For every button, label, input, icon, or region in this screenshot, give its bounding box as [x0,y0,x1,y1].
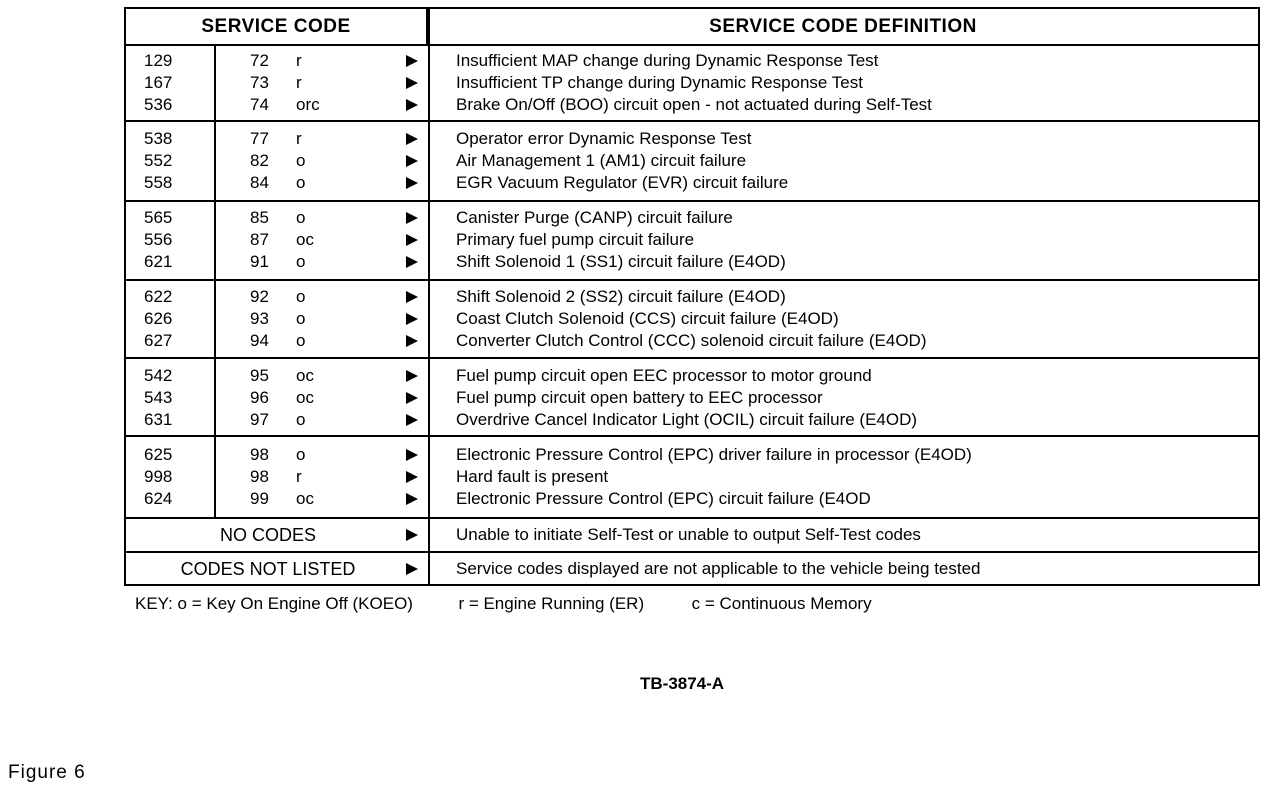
code-definition: Hard fault is present [456,467,609,486]
code-group [126,122,1258,202]
codes-not-listed-row [126,553,1258,586]
code-service: 98 [250,445,269,464]
code-service: 84 [250,173,269,192]
code-definition: Fuel pump circuit open EEC processor to motor ground [456,366,872,385]
key-cm: c = Continuous Memory [691,594,872,613]
code-definition: Shift Solenoid 2 (SS2) circuit failure (E4OD) [456,287,786,306]
table-row [126,387,1258,409]
arrow-icon [406,177,418,189]
code-mode: o [296,331,306,350]
table-row [126,444,1258,466]
code-group [126,46,1258,122]
arrow-icon [406,55,418,67]
code-ker: 542 [144,366,173,385]
code-mode: r [296,73,302,92]
code-service: 91 [250,252,269,271]
code-ker: 167 [144,73,173,92]
code-definition: Operator error Dynamic Response Test [456,129,752,148]
table-row [126,308,1258,330]
code-service: 77 [250,129,269,148]
table-row [126,409,1258,431]
code-ker: 129 [144,51,173,70]
arrow-icon [406,291,418,303]
code-definition: Service codes displayed are not applicable to the vehicle being tested [456,559,981,578]
code-mode: oc [296,489,314,508]
key-er: r = Engine Running (ER) [458,594,645,613]
arrow-icon [406,77,418,89]
table-row [126,488,1258,510]
code-group [126,281,1258,359]
arrow-icon [406,313,418,325]
code-ker: 625 [144,445,173,464]
table-row [126,524,1258,546]
code-definition: Fuel pump circuit open battery to EEC processor [456,388,823,407]
legend-key [135,594,872,614]
arrow-icon [406,335,418,347]
code-service: 85 [250,208,269,227]
code-service: 87 [250,230,269,249]
code-mode: r [296,467,302,486]
arrow-icon [406,449,418,461]
table-row [126,50,1258,72]
arrow-icon [406,133,418,145]
code-ker: 543 [144,388,173,407]
code-ker: 631 [144,410,173,429]
code-definition: EGR Vacuum Regulator (EVR) circuit failure [456,173,789,192]
table-row [126,128,1258,150]
arrow-icon [406,529,418,541]
key-koeo: KEY: o = Key On Engine Off (KOEO) [135,594,413,613]
code-service: 73 [250,73,269,92]
code-definition: Brake On/Off (BOO) circuit open - not actuated during Self-Test [456,95,932,114]
arrow-icon [406,234,418,246]
table-row [126,466,1258,488]
arrow-icon [406,563,418,575]
code-ker: 538 [144,129,173,148]
row-label: CODES NOT LISTED [180,559,356,579]
code-mode: o [296,173,306,192]
arrow-icon [406,256,418,268]
code-mode: r [296,129,302,148]
code-group [126,202,1258,281]
table-row [126,172,1258,194]
code-mode: o [296,309,306,328]
service-code-table [124,7,1260,586]
code-mode: r [296,51,302,70]
code-service: 72 [250,51,269,70]
code-ker: 998 [144,467,173,486]
code-mode: o [296,445,306,464]
code-ker: 536 [144,95,173,114]
code-service: 99 [250,489,269,508]
table-row [126,365,1258,387]
code-mode: o [296,208,306,227]
code-service: 98 [250,467,269,486]
arrow-icon [406,392,418,404]
arrow-icon [406,414,418,426]
code-mode: orc [296,95,320,114]
code-definition: Primary fuel pump circuit failure [456,230,695,249]
arrow-icon [406,212,418,224]
code-definition: Electronic Pressure Control (EPC) circuit failure (E4OD [456,489,871,508]
code-service: 82 [250,151,269,170]
code-mode: oc [296,388,314,407]
arrow-icon [406,99,418,111]
header-service-code-definition: SERVICE CODE DEFINITION [428,9,1258,46]
table-row [126,251,1258,273]
code-mode: o [296,287,306,306]
code-definition: Unable to initiate Self-Test or unable to output Self-Test codes [456,525,921,544]
table-row [126,330,1258,352]
code-service: 95 [250,366,269,385]
code-mode: o [296,410,306,429]
code-definition: Canister Purge (CANP) circuit failure [456,208,733,227]
code-ker: 624 [144,489,173,508]
code-group [126,437,1258,519]
code-mode: o [296,252,306,271]
header-service-code: SERVICE CODE [126,9,428,46]
code-ker: 621 [144,252,173,271]
arrow-icon [406,493,418,505]
code-group [126,359,1258,437]
code-definition: Insufficient MAP change during Dynamic Response Test [456,51,879,70]
code-ker: 552 [144,151,173,170]
code-definition: Electronic Pressure Control (EPC) driver failure in processor (E4OD) [456,445,972,464]
figure-caption: Figure 6 [8,762,86,783]
code-service: 93 [250,309,269,328]
code-ker: 558 [144,173,173,192]
table-row [126,72,1258,94]
code-definition: Coast Clutch Solenoid (CCS) circuit failure (E4OD) [456,309,839,328]
code-definition: Converter Clutch Control (CCC) solenoid circuit failure (E4OD) [456,331,927,350]
tb-reference: TB-3874-A [640,674,725,693]
code-definition: Overdrive Cancel Indicator Light (OCIL) circuit failure (E4OD) [456,410,918,429]
code-definition: Shift Solenoid 1 (SS1) circuit failure (E4OD) [456,252,786,271]
code-definition: Air Management 1 (AM1) circuit failure [456,151,747,170]
code-mode: oc [296,230,314,249]
code-service: 92 [250,287,269,306]
code-service: 96 [250,388,269,407]
code-mode: oc [296,366,314,385]
row-label: NO CODES [219,525,316,545]
table-row [126,94,1258,116]
table-row [126,207,1258,229]
code-service: 97 [250,410,269,429]
code-ker: 626 [144,309,173,328]
code-ker: 622 [144,287,173,306]
code-ker: 556 [144,230,173,249]
table-row [126,229,1258,251]
table-row [126,150,1258,172]
table-row [126,286,1258,308]
code-ker: 565 [144,208,173,227]
code-service: 74 [250,95,269,114]
arrow-icon [406,370,418,382]
code-service: 94 [250,331,269,350]
arrow-icon [406,471,418,483]
code-definition: Insufficient TP change during Dynamic Response Test [456,73,863,92]
code-mode: o [296,151,306,170]
code-ker: 627 [144,331,173,350]
no-codes-row [126,519,1258,553]
arrow-icon [406,155,418,167]
table-row [126,558,1258,580]
